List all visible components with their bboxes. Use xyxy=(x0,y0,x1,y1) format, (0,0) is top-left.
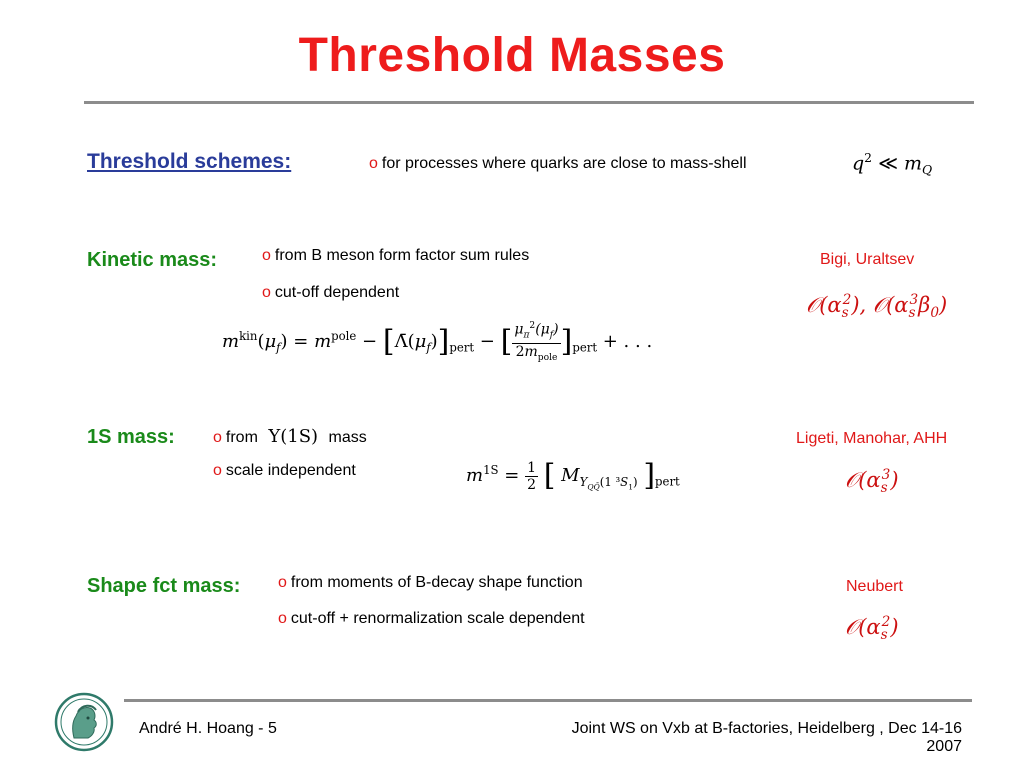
bullet-marker: o xyxy=(262,247,271,264)
bullet-marker: o xyxy=(278,574,287,591)
title-divider xyxy=(84,101,974,104)
shape-bullet-2-text: cut-off + renormalization scale dependent xyxy=(290,610,585,627)
one-s-bullet-1-suffix: mass xyxy=(328,429,367,446)
bullet-marker: o xyxy=(262,284,271,301)
kinetic-bullet-2-text: cut-off dependent xyxy=(274,284,400,301)
one-s-bullet-2 xyxy=(213,462,356,480)
footer-divider xyxy=(124,699,972,702)
max-planck-logo xyxy=(54,692,114,752)
bullet-marker: o xyxy=(213,429,222,446)
kinetic-bullet-1 xyxy=(262,247,529,265)
footer-event xyxy=(500,720,962,756)
shape-function-mass-heading: Shape fct mass: xyxy=(87,575,241,597)
schemes-bullet-text: for processes where quarks are close to mass-shell xyxy=(381,155,747,172)
shape-bullet-2 xyxy=(278,610,585,628)
kinetic-bullet-2 xyxy=(262,284,399,302)
one-s-bullet-1-prefix: from xyxy=(225,429,258,446)
one-s-reference: Ligeti, Manohar, AHH xyxy=(796,430,948,447)
one-s-bullet-1 xyxy=(213,426,367,447)
kinetic-mass-heading: Kinetic mass: xyxy=(87,249,218,271)
upsilon-symbol: Υ(1S) xyxy=(268,426,319,447)
kinetic-order-formula: $𝒪(\alpha_s^2)$, $𝒪(\alpha_s^3\beta_0)$ xyxy=(806,292,948,322)
one-s-bullet-2-text: scale independent xyxy=(225,462,356,479)
shape-bullet-1-text: from moments of B-decay shape function xyxy=(290,574,583,591)
shape-reference: Neubert xyxy=(846,578,903,595)
shape-order-formula: $𝒪(\alpha_s^2)$ xyxy=(845,614,899,644)
one-s-mass-formula: $m^{1S}$ = $\frac{1}{2}$ [ $M_{\Upsilon_{QQ̄}(1 ^3S_1)}$ ]$_{pert}$ xyxy=(466,458,680,493)
schemes-bullet xyxy=(369,155,747,173)
threshold-schemes-heading: Threshold schemes: xyxy=(87,150,292,173)
bullet-marker: o xyxy=(369,155,378,172)
bullet-marker: o xyxy=(278,610,287,627)
shape-bullet-1 xyxy=(278,574,583,592)
one-s-order-formula: $𝒪(\alpha_s^3)$ xyxy=(845,467,899,497)
slide-title: Threshold Masses xyxy=(298,29,726,82)
kinetic-reference: Bigi, Uraltsev xyxy=(820,251,915,268)
kinetic-bullet-1-text: from B meson form factor sum rules xyxy=(274,247,530,264)
footer-event-line-2: 2007 xyxy=(926,738,962,755)
one-s-mass-heading: 1S mass: xyxy=(87,426,175,448)
kinetic-mass-formula: $m^{kin}(\mu_f) = m^{pole}$ − $[\Lambdā(\mu_f)]_{pert}$ − [ $\frac{\mu_\pi^2(\mu_f)}{2m_{pole}}$ ]$_{pert}$ + . . . xyxy=(222,318,652,366)
mass-shell-condition: $q^2$ ≪ $m_Q$ xyxy=(852,151,933,178)
bullet-marker: o xyxy=(213,462,222,479)
footer-author: André H. Hoang - 5 xyxy=(139,720,277,737)
footer-event-line-1: Joint WS on Vxb at B-factories, Heidelberg , Dec 14-16 xyxy=(571,720,962,737)
